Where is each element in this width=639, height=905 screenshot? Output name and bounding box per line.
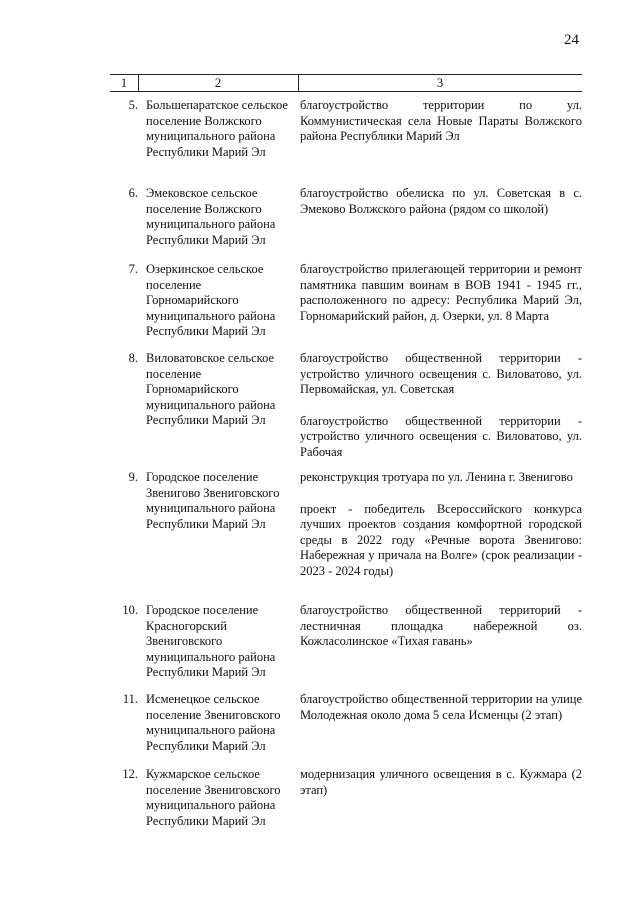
header-col-1: 1 (120, 76, 128, 90)
project-description (300, 470, 582, 579)
project-item: благоустройство общественной территорий - лестничная площадка набережной оз. Кожласолинское «Тихая гавань» (300, 603, 582, 648)
project-item: благоустройство общественной территории - устройство уличного освещения с. Виловатово, ул. Рабочая (300, 413, 582, 459)
municipality-name: Кужмарское сельское поселение Звениговского муниципального района Республики Марий Эл (146, 767, 281, 828)
project-item: модернизация уличного освещения в с. Кужмара (2 этап) (300, 767, 582, 797)
project-item: благоустройство обелиска по ул. Советская в с. Эмеково Волжского района (рядом со школой) (300, 186, 582, 216)
project-description (300, 692, 582, 723)
row-number: 11. (122, 692, 138, 706)
project-item: благоустройство общественной территории на улице Молодежная около дома 5 села Исменцы (2 этап) (300, 692, 582, 722)
project-description (300, 767, 582, 798)
row-number: 5. (128, 98, 138, 112)
project-description (300, 98, 582, 145)
table-header (110, 74, 582, 92)
project-description (300, 351, 582, 460)
header-col-2: 2 (214, 76, 222, 90)
municipality-name: Городское поселение Красногорский Звениговского муниципального района Республики Марий Эл (146, 603, 276, 679)
municipality-name: Эмековское сельское поселение Волжского муниципального района Республики Марий Эл (146, 186, 276, 247)
municipality-name: Исменецкое сельское поселение Звениговского муниципального района Республики Марий Эл (146, 692, 281, 753)
municipality-name: Озеркинское сельское поселение Горномарийского муниципального района Республики Марий Эл (146, 262, 276, 338)
municipality-name: Виловатовское сельское поселение Горномарийского муниципального района Республики Марий Эл (146, 351, 276, 427)
project-item: благоустройство общественной территории - устройство уличного освещения с. Виловатово, ул. Первомайская, ул. Советская (300, 351, 582, 396)
row-number: 10. (122, 603, 138, 617)
project-item: проект - победитель Всероссийского конкурса лучших проектов создания комфортной городской среды в 2022 году «Речные ворота Звенигово: Набережная у причала на Волге» (срок реализации - 2023 - 2024 годы) (300, 501, 582, 578)
municipality-name: Городское поселение Звенигово Звениговского муниципального района Республики Марий Эл (146, 470, 280, 531)
project-description (300, 603, 582, 650)
row-number: 8. (128, 351, 138, 365)
municipality-name: Большепаратское сельское поселение Волжского муниципального района Республики Марий Эл (146, 98, 288, 159)
header-col-3: 3 (436, 76, 444, 90)
page-number: 24 (564, 32, 579, 48)
project-item: благоустройство прилегающей территории и ремонт памятника павшим воинам в ВОВ 1941 - 1945 гг., расположенного по адресу: Республика Марий Эл, Горномарийский район, д. Озерки, ул. 8 Марта (300, 262, 582, 323)
row-number: 9. (128, 470, 138, 484)
row-number: 7. (128, 262, 138, 276)
row-number: 6. (128, 186, 138, 200)
project-item: реконструкция тротуара по ул. Ленина г. Звенигово (300, 470, 573, 484)
project-description (300, 186, 582, 217)
row-number: 12. (122, 767, 138, 781)
project-item: благоустройство территории по ул. Коммунистическая села Новые Параты Волжского района Республики Марий Эл (300, 98, 582, 143)
project-description (300, 262, 582, 324)
